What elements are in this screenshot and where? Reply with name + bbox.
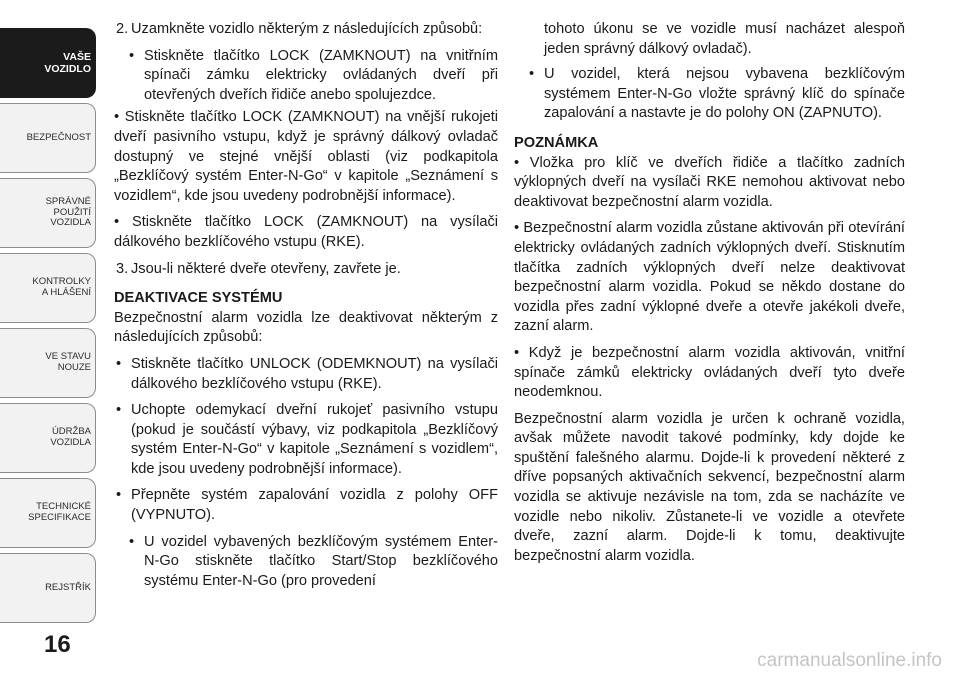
option-text: Stiskněte tlačítko LOCK (ZAMKNOUT) na vnitřním spínači zámku elektricky ovládaných dveří při otevřených dveřích řidiče anebo spolujezdce. — [144, 47, 498, 103]
tab-label-line: VE STAVU — [45, 351, 91, 363]
list-item-text: Stiskněte tlačítko UNLOCK (ODEMKNOUT) na vysílači dálkového bezklíčového vstupu (RKE). — [131, 355, 498, 392]
paragraph: • Stiskněte tlačítko LOCK (ZAMKNOUT) na vysílači dálkového bezklíčového vstupu (RKE). — [114, 214, 498, 250]
bullet: • — [116, 355, 122, 372]
section-heading: DEAKTIVACE SYSTÉMU — [114, 290, 283, 307]
step-text: Jsou-li některé dveře otevřeny, zavřete je. — [131, 260, 401, 277]
sub-list-item-text: U vozidel vybavených bezklíčovým systémem Enter-N-Go stiskněte tlačítko Start/Stop bezklíčového systému Enter-N-Go (pro provedení — [144, 533, 498, 589]
tab-label-line: VAŠE — [63, 50, 91, 63]
step-2-option — [114, 47, 498, 106]
text-column-left — [114, 20, 498, 594]
note-paragraph: • Bezpečnostní alarm vozidla zůstane aktivován při otevírání elektricky ovládaných zadních výklopných dveří. Stisknutím tlačítka zadních výklopných dveří nelze deaktivovat bezpečnostní alarm vozidla. Pokud se někdo dostane do vozidla přes zadní výklopné dveře a otevře jakékoli dveře, zazní alarm. — [514, 220, 905, 335]
watermark: carmanualsonline.info — [757, 650, 942, 671]
paragraph: • Stiskněte tlačítko LOCK (ZAMKNOUT) na vnější rukojeti dveří pasivního vstupu, když je správný dálkový ovladač dostupný ve stejné vnější oblasti (viz podkapitola „Bezklíčový systém Enter-N-Go“ v kapitole „Seznámení s vozidlem“, kde jsou uvedeny podrobnější informace). — [114, 109, 498, 204]
tab-label-line: SPECIFIKACE — [28, 512, 91, 523]
tab-label-line: REJSTŘÍK — [45, 581, 91, 593]
bullet: • — [116, 402, 122, 419]
list-item — [114, 486, 498, 525]
list-item-text: Přepněte systém zapalování vozidla z polohy OFF (VYPNUTO). — [131, 487, 498, 524]
tab-ve-stavu-nouze[interactable] — [0, 328, 96, 398]
continued-text: tohoto úkonu se ve vozidle musí nacházet alespoň jeden správný dálkový ovladač). — [544, 21, 905, 57]
tab-vase-vozidlo[interactable] — [0, 28, 96, 98]
note-heading: POZNÁMKA — [514, 134, 599, 151]
tab-label-line: NOUZE — [57, 362, 91, 373]
note-paragraph: • Když je bezpečnostní alarm vozidla aktivován, vnitřní spínače zámků elektricky ovládaných dveří tyto dveře neodemknou. — [514, 344, 905, 401]
sub-list-item-text: U vozidel, která nejsou vybavena bezklíčovým systémem Enter-N-Go vložte správný klíč do spínače zapalování a nastavte je do polohy ON (ZAPNUTO). — [544, 66, 905, 122]
tab-label-line: VOZIDLA — [50, 437, 91, 448]
step-number: 2. — [116, 21, 129, 37]
tab-label-line: POUŽITÍ — [53, 206, 91, 218]
tab-bezpecnost[interactable] — [0, 103, 96, 173]
list-item — [114, 355, 498, 394]
tab-label-line: A HLÁŠENÍ — [41, 287, 91, 298]
tab-label-line: VOZIDLO — [44, 63, 91, 75]
bullet: • — [529, 66, 535, 83]
tab-label-line: VOZIDLA — [50, 217, 91, 229]
tab-label-line: KONTROLKY — [32, 276, 91, 288]
paragraph: Bezpečnostní alarm vozidla lze deaktivovat některým z následujících způsobů: — [114, 309, 498, 346]
page-number: 16 — [44, 631, 71, 658]
tab-label-line: TECHNICKÉ — [36, 501, 91, 513]
step-text: Uzamkněte vozidlo některým z následujících způsobů: — [131, 21, 483, 37]
bullet: • — [129, 47, 135, 64]
step-number: 3. — [116, 260, 129, 277]
step-3 — [114, 260, 498, 280]
tab-rejstrik[interactable] — [0, 553, 96, 623]
list-item — [114, 401, 498, 479]
tab-label-line: SPRÁVNÉ — [45, 195, 91, 207]
tab-technicke-specifikace[interactable] — [0, 478, 96, 548]
tab-label-line: ÚDRŽBA — [51, 426, 91, 438]
bullet: • — [116, 487, 122, 504]
paragraph: Bezpečnostní alarm vozidla je určen k ochraně vozidla, avšak můžete navodit takové podmínky, kdy dojde ke spuštění falešného alarmu. Dojde-li k provedení některé z dříve popsaných aktivačních sekvencí, bezpečnostní alarm vozidla se aktivuje nezávisle na tom, zda se nacházíte ve vozidle nebo nikoliv. Zůstanete-li ve vozidle a otevřete dveře, zazní alarm. Dojde-li k tomu, deaktivujte bezpečnostní alarm vozidla. — [514, 410, 905, 564]
step-2 — [114, 20, 498, 40]
tab-spravne-pouziti-vozidla[interactable] — [0, 178, 96, 248]
list-item-text: Uchopte odemykací dveřní rukojeť pasivního vstupu (pokud je součástí výbavy, viz podkapitola „Bezklíčový systém Enter-N-Go“ v kapitole „Seznámení s vozidlem“, kde jsou uvedeny podrobnější informace). — [131, 402, 498, 477]
bullet: • — [129, 533, 135, 550]
note-paragraph: • Vložka pro klíč ve dveřích řidiče a tlačítko zadních výklopných dveří na vysílači RKE nemohou aktivovat nebo deaktivovat bezpečnostní alarm vozidla. — [514, 154, 905, 210]
tab-label-line: BEZPEČNOST — [26, 131, 91, 143]
tab-udrzba-vozidla[interactable] — [0, 403, 96, 473]
sub-list-item — [514, 65, 905, 124]
sub-list-item — [114, 533, 498, 592]
tab-kontrolky-a-hlaseni[interactable] — [0, 253, 96, 323]
text-column-right — [514, 20, 905, 573]
chapter-tabs — [0, 28, 96, 628]
